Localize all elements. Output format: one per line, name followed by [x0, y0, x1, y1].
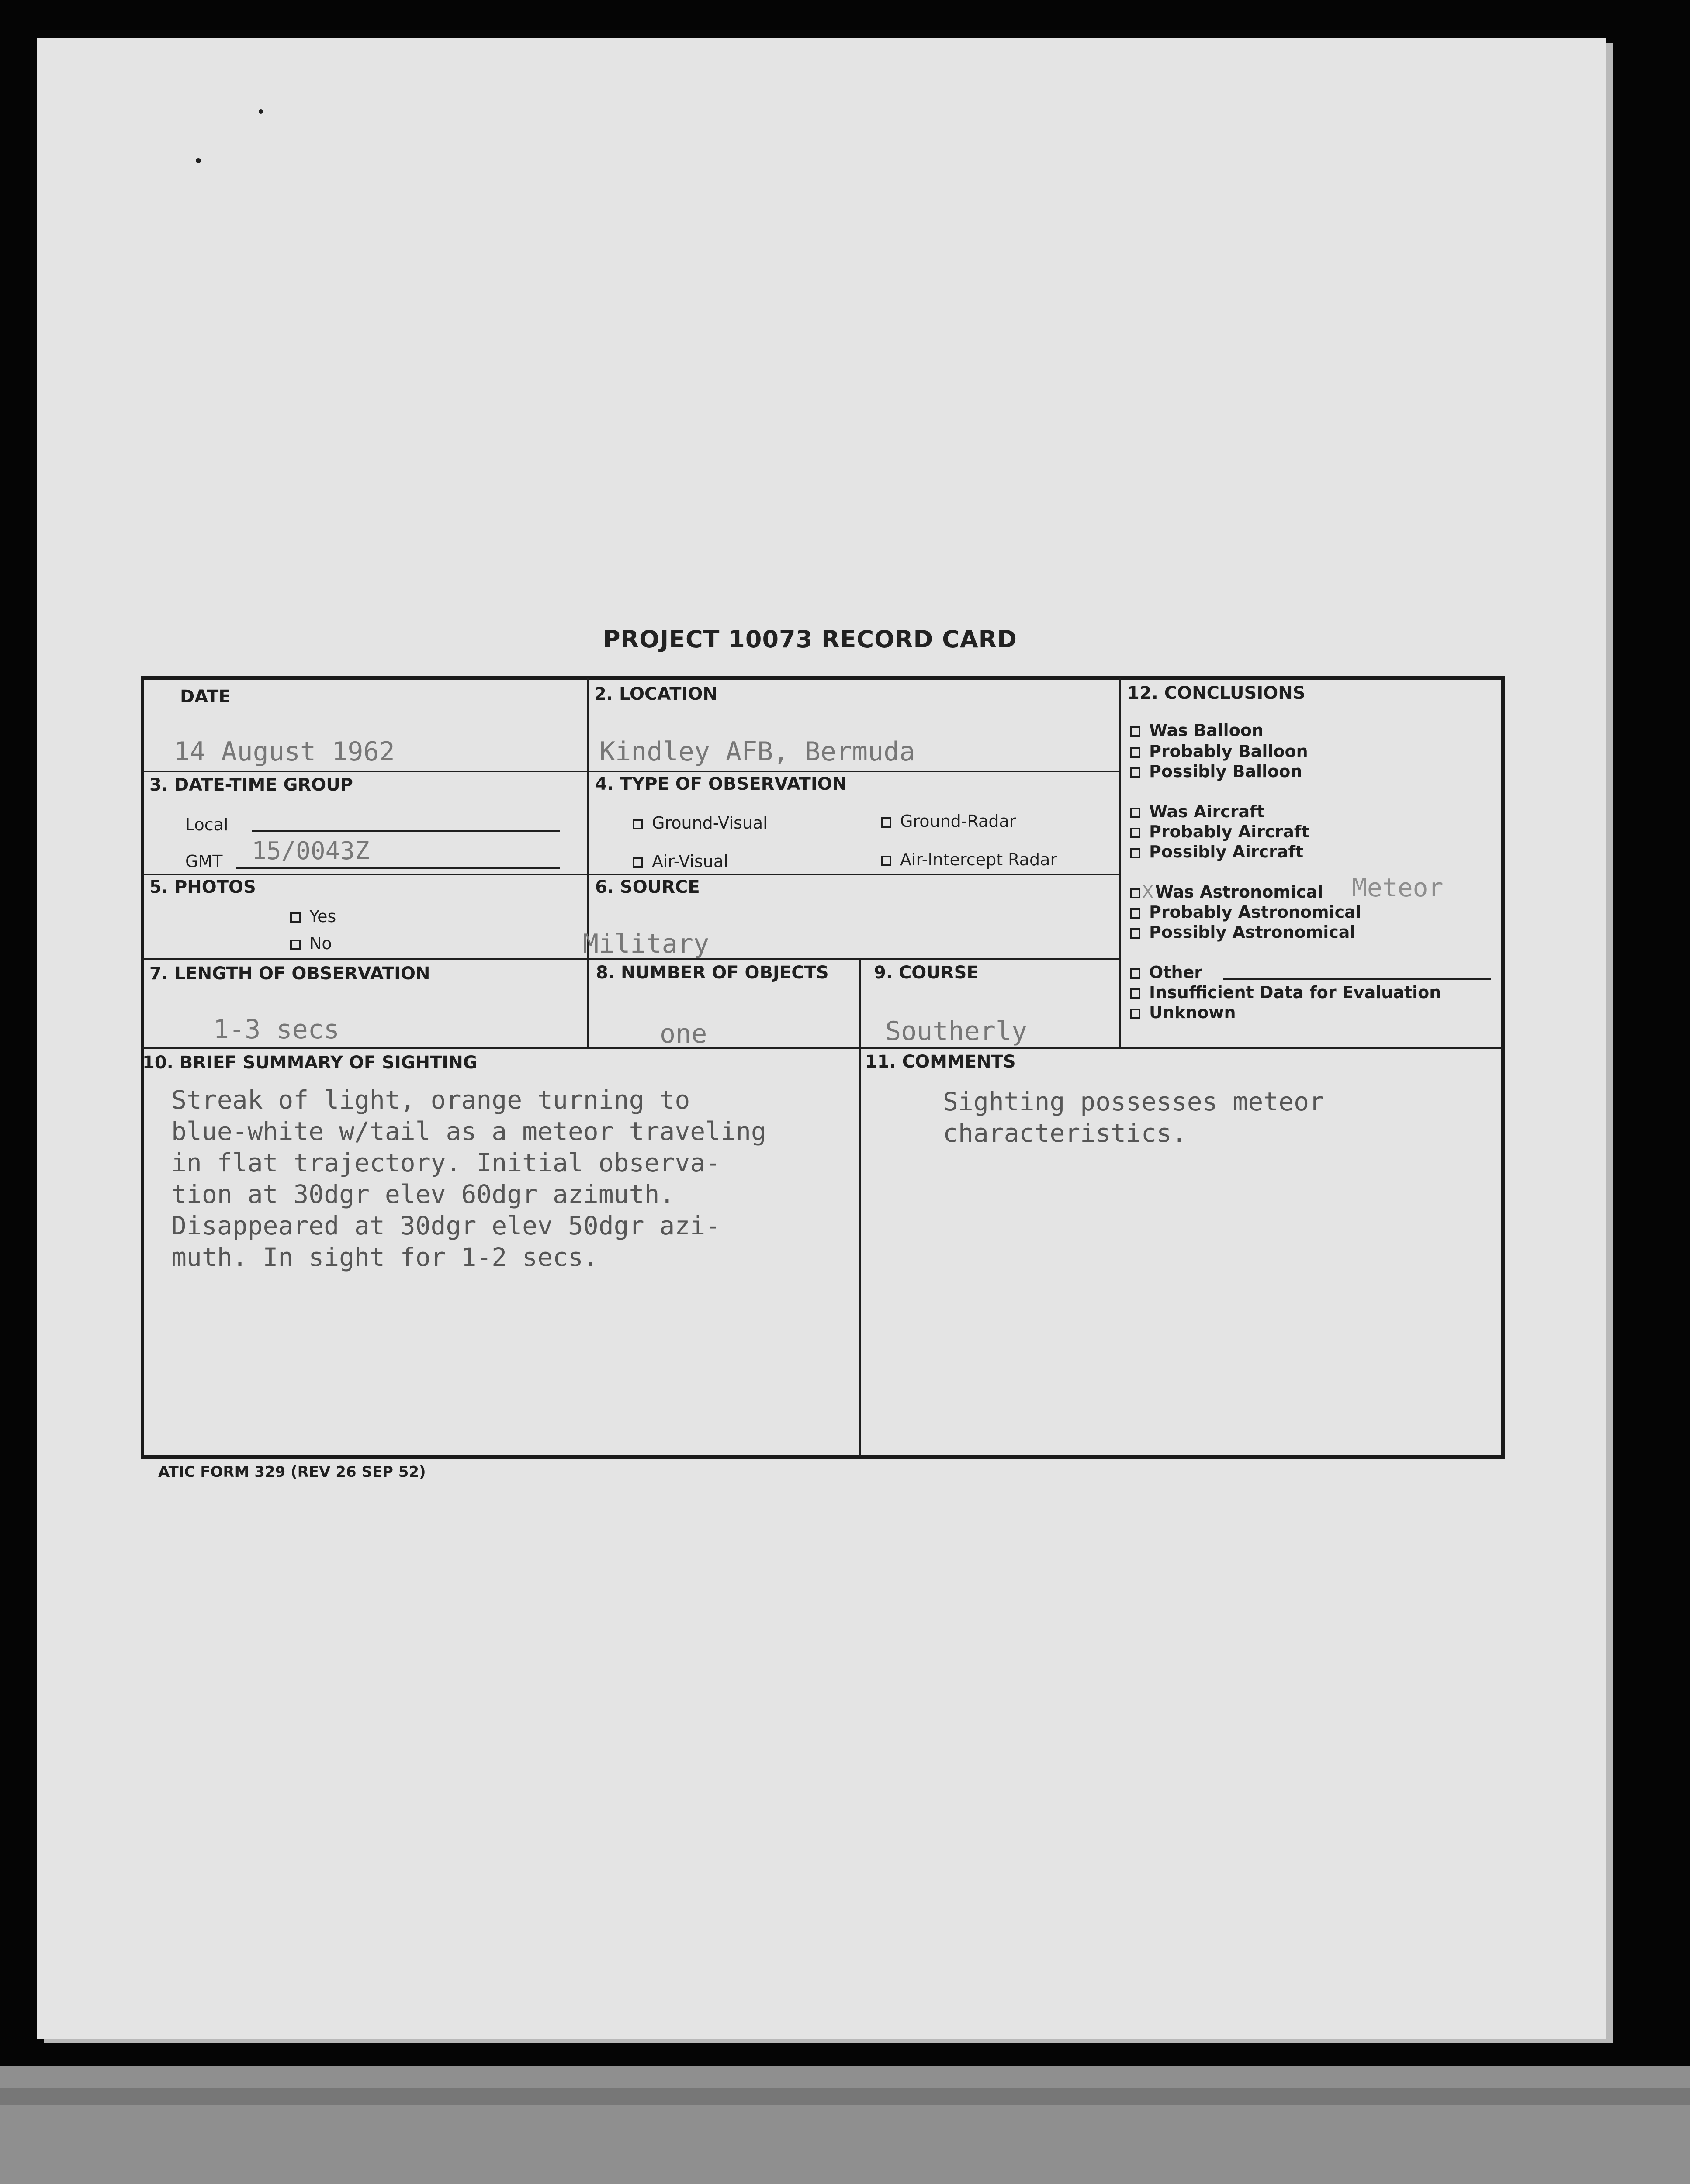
date-time-group-label: 3. DATE-TIME GROUP — [149, 775, 353, 795]
local-label: Local — [185, 815, 229, 834]
checkbox-icon — [1130, 908, 1140, 919]
column-divider — [587, 678, 589, 1047]
gmt-underline — [236, 867, 560, 869]
comments-text: Sighting possesses meteor characteristics. — [943, 1087, 1324, 1148]
conclusion-label: Was Astronomical — [1155, 882, 1323, 902]
checkbox-icon — [1130, 848, 1140, 858]
conclusion-label: Insufficient Data for Evaluation — [1149, 983, 1441, 1002]
conclusion-probably-aircraft[interactable] — [1130, 822, 1309, 841]
conclusion-label: Probably Astronomical — [1149, 902, 1361, 922]
scan-edge-strip — [0, 2088, 1690, 2105]
card-title: PROJECT 10073 RECORD CARD — [603, 625, 1018, 653]
conclusion-label: Probably Aircraft — [1149, 822, 1309, 841]
length-of-observation-value: 1-3 secs — [213, 1014, 339, 1045]
date-value: 14 August 1962 — [174, 736, 395, 767]
photos-yes-label: Yes — [309, 907, 336, 926]
length-of-observation-label: 7. LENGTH OF OBSERVATION — [149, 964, 430, 984]
brief-summary-label: 10. BRIEF SUMMARY OF SIGHTING — [142, 1053, 478, 1073]
scan-speck — [259, 109, 263, 114]
conclusion-label: Other — [1149, 963, 1203, 982]
course-label: 9. COURSE — [874, 963, 979, 983]
type-of-observation-label: 4. TYPE OF OBSERVATION — [595, 774, 847, 794]
date-label: DATE — [180, 687, 231, 707]
astronomical-note: Meteor — [1352, 873, 1444, 902]
checkbox-icon — [1130, 928, 1140, 939]
checkbox-icon — [1130, 888, 1140, 898]
photos-yes-option[interactable] — [290, 907, 336, 926]
checkbox-icon — [1130, 828, 1140, 838]
number-of-objects-label: 8. NUMBER OF OBJECTS — [596, 963, 829, 983]
ground-visual-option[interactable] — [633, 813, 768, 833]
gmt-label: GMT — [185, 852, 223, 871]
local-underline — [252, 830, 560, 832]
row-divider — [142, 1047, 1503, 1049]
checkbox-icon — [1130, 726, 1140, 737]
conclusion-was-balloon[interactable] — [1130, 721, 1264, 740]
conclusion-label: Probably Balloon — [1149, 742, 1308, 761]
conclusion-unknown[interactable] — [1130, 1003, 1236, 1022]
other-underline — [1223, 978, 1491, 980]
brief-summary-text: Streak of light, orange turning to blue-white w/tail as a meteor traveling in flat trajectory. Initial observa- tion at 30dgr elev 60dgr azimuth. Disappeared at 30dgr elev 50dgr azi- muth. In sight for 1-2 secs. — [171, 1085, 766, 1272]
conclusion-insufficient-data[interactable] — [1130, 983, 1441, 1002]
photos-no-label: No — [309, 934, 332, 953]
conclusions-label: 12. CONCLUSIONS — [1127, 683, 1306, 703]
scan-lower-band — [0, 2066, 1690, 2184]
comments-label: 11. COMMENTS — [865, 1052, 1016, 1072]
checkbox-icon — [1130, 1009, 1140, 1019]
gmt-value: 15/0043Z — [252, 837, 370, 865]
conclusion-label: Unknown — [1149, 1003, 1236, 1022]
conclusion-was-aircraft[interactable] — [1130, 802, 1265, 821]
conclusion-was-astronomical[interactable] — [1130, 882, 1323, 902]
column-divider — [1119, 678, 1121, 1047]
air-intercept-radar-label: Air-Intercept Radar — [900, 850, 1057, 869]
course-value: Southerly — [885, 1016, 1028, 1047]
air-visual-label: Air-Visual — [652, 852, 728, 871]
air-visual-option[interactable] — [633, 852, 728, 871]
conclusion-label: Was Balloon — [1149, 721, 1264, 740]
checkbox-icon — [1130, 747, 1140, 758]
conclusion-probably-astronomical[interactable] — [1130, 902, 1361, 922]
checkbox-icon — [881, 856, 891, 866]
checked-mark: X — [1142, 882, 1154, 902]
form-identifier: ATIC FORM 329 (REV 26 SEP 52) — [158, 1463, 426, 1481]
conclusion-other[interactable] — [1130, 963, 1202, 982]
conclusion-label: Possibly Balloon — [1149, 762, 1302, 781]
conclusion-possibly-astronomical[interactable] — [1130, 923, 1355, 942]
source-label: 6. SOURCE — [595, 877, 700, 897]
checkbox-icon — [633, 819, 643, 829]
air-intercept-radar-option[interactable] — [881, 850, 1057, 869]
conclusion-probably-balloon[interactable] — [1130, 742, 1308, 761]
conclusion-label: Was Aircraft — [1149, 802, 1265, 821]
column-divider — [859, 958, 861, 1457]
row-divider — [142, 771, 1120, 772]
checkbox-icon — [1130, 767, 1140, 778]
row-divider — [142, 874, 1120, 875]
location-label: 2. LOCATION — [594, 684, 717, 704]
checkbox-icon — [290, 940, 301, 950]
conclusion-possibly-balloon[interactable] — [1130, 762, 1302, 781]
photos-no-option[interactable] — [290, 934, 332, 953]
photos-label: 5. PHOTOS — [149, 877, 256, 897]
source-value: Military — [583, 929, 709, 959]
ground-radar-label: Ground-Radar — [900, 812, 1016, 831]
conclusion-label: Possibly Aircraft — [1149, 842, 1304, 861]
checkbox-icon — [1130, 988, 1140, 999]
ground-visual-label: Ground-Visual — [652, 813, 768, 833]
checkbox-icon — [881, 817, 891, 828]
checkbox-icon — [1130, 808, 1140, 818]
conclusion-possibly-aircraft[interactable] — [1130, 842, 1303, 861]
checkbox-icon — [1130, 968, 1140, 979]
location-value: Kindley AFB, Bermuda — [599, 736, 915, 767]
checkbox-icon — [290, 912, 301, 923]
number-of-objects-value: one — [660, 1019, 707, 1049]
conclusion-label: Possibly Astronomical — [1149, 923, 1356, 942]
ground-radar-option[interactable] — [881, 812, 1016, 831]
checkbox-icon — [633, 857, 643, 868]
scan-speck — [196, 158, 201, 163]
